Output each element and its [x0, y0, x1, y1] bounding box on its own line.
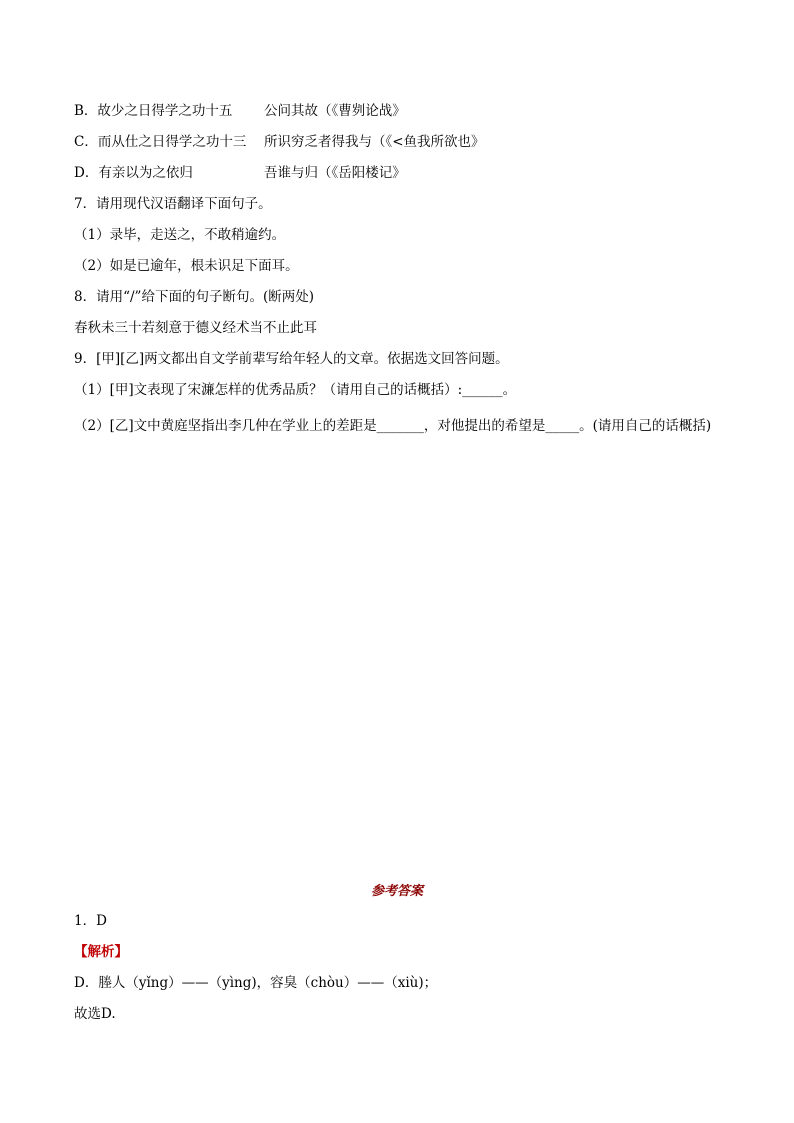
- question-9-item-1: （1）[甲]文表现了宋濂怎样的优秀品质？（请用自己的话概括）:______。: [74, 382, 517, 398]
- option-c-text: C．而从仕之日得学之功十三: [74, 134, 247, 150]
- question-7-item-2: （2）如是已逾年，根未识足下面耳。: [74, 258, 299, 274]
- question-7-item-1: （1）录毕，走送之，不敢稍逾约。: [74, 227, 286, 243]
- question-8-text: 春秋未三十若刻意于德义经术当不止此耳: [74, 320, 317, 336]
- analysis-label: 【解析】: [74, 944, 128, 960]
- analysis-detail: D．塍人（yǐng）——（yìng)，容臭（chòu）——（xiù)；: [74, 975, 438, 991]
- option-c-source: 所识穷乏者得我与（《<鱼我所欲也》: [264, 134, 485, 150]
- option-b-text: B．故少之日得学之功十五: [74, 103, 233, 119]
- option-d-source: 吾谁与归（《岳阳楼记》: [264, 165, 406, 181]
- answers-heading: 参考答案: [370, 884, 423, 899]
- option-b-source: 公问其故（《曹刿论战》: [264, 103, 406, 119]
- option-d-text: D．有亲以为之依归: [74, 165, 193, 181]
- answer-1: 1．D: [74, 913, 107, 929]
- question-9-title: 9．[甲][乙]两文都出自文学前辈写给年轻人的文章。依据选文回答问题。: [74, 351, 509, 367]
- question-7-title: 7．请用现代汉语翻译下面句子。: [74, 196, 272, 212]
- analysis-conclusion: 故选D.: [74, 1006, 116, 1022]
- question-8-title: 8．请用“/”给下面的句子断句。(断两处): [74, 289, 314, 305]
- question-9-item-2: （2）[乙]文中黄庭坚指出李几仲在学业上的差距是_______，对他提出的希望是_____。(请用自己的话概括): [74, 418, 712, 434]
